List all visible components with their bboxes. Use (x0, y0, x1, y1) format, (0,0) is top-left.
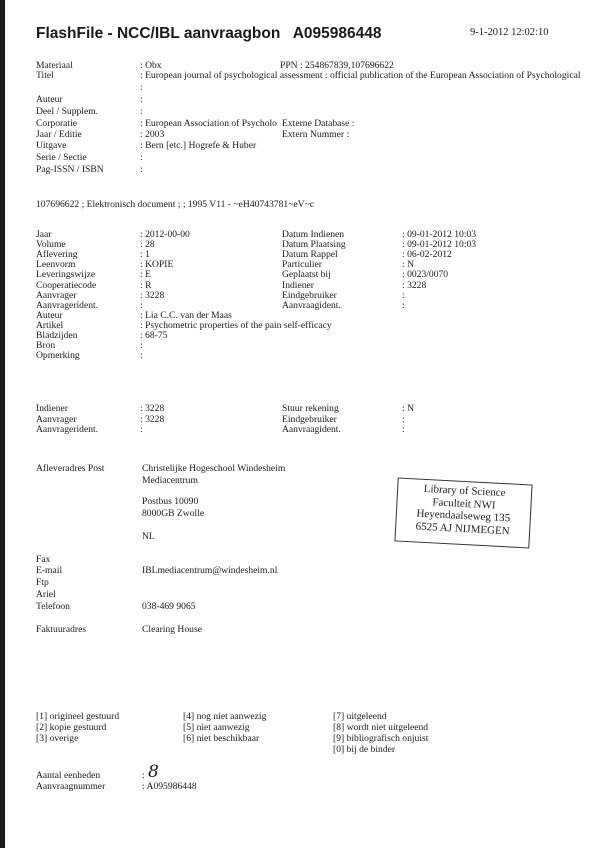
fax-label: Fax (36, 554, 51, 565)
request-right-label: Indiener (282, 279, 314, 291)
request-value: : 1 (140, 249, 150, 261)
billing-right-value: : (402, 413, 405, 425)
request-id: A095986448 (292, 25, 382, 42)
billing-value: : 3228 (140, 413, 165, 425)
request-right-value: : (402, 289, 405, 301)
ariel-label: Ariel (36, 589, 56, 600)
request-value: : Psychometric properties of the pain self-efficacy (140, 319, 332, 331)
request-right-value: : N (402, 259, 414, 271)
serie-value: : (140, 152, 143, 163)
pag-issn-value: : (140, 164, 143, 175)
afleveradres-label: Afleveradres Post (36, 463, 105, 474)
billing-right-label: Eindgebruiker (282, 413, 337, 425)
extern-nummer: Extern Nummer : (282, 129, 350, 140)
request-value: : 68-75 (140, 330, 168, 341)
request-label: Artikel (36, 319, 64, 331)
stamp-line4: 6525 AJ NIJMEGEN (415, 520, 511, 537)
legend-item: [0] bij de binder (333, 744, 396, 755)
billing-right-label: Aanvraagident. (282, 424, 341, 435)
library-stamp (394, 478, 532, 549)
request-label: Bladzijden (36, 330, 78, 341)
uitgave-label: Uitgave (36, 140, 67, 151)
stamp-line3: Heyendaalseweg 135 (416, 507, 511, 525)
request-label: Aanvragerident. (36, 299, 99, 311)
corporatie-label: Corporatie (36, 118, 78, 129)
externe-database: Externe Database : (282, 118, 355, 129)
delivery-country: NL (142, 531, 155, 542)
materiaal-label: Materiaal (36, 60, 73, 71)
billing-right-value: : N (402, 403, 414, 414)
titel-continuation: : (140, 82, 143, 93)
aanvraagnummer-value: : A095986448 (142, 781, 197, 792)
aantal-eenheden-colon: : (142, 770, 145, 781)
pag-issn-label: Pag-ISSN / ISBN (36, 164, 104, 175)
aantal-eenheden-label: Aantal eenheden (36, 770, 101, 781)
header-datetime: 9-1-2012 12:02:10 (470, 27, 549, 38)
stamp-line1: Library of Science (423, 482, 506, 500)
billing-right-value: : (402, 424, 405, 435)
billing-right-label: Stuur rekening (282, 403, 339, 414)
request-right-value: : 3228 (402, 279, 427, 291)
telefoon-label: Telefoon (36, 601, 70, 612)
legend-item: [5] niet aanwezig (183, 722, 250, 733)
request-label: Leenvorm (36, 259, 76, 271)
request-label: Jaar (36, 229, 52, 240)
uitgave-value: : Bern [etc.] Hogrefe & Huber (140, 140, 257, 151)
email-value: IBLmediacentrum@windesheim.nl (142, 565, 278, 576)
billing-value: : (140, 424, 143, 435)
billing-label: Aanvrager (36, 413, 77, 425)
legend-item: [8] wordt niet uitgeleend (333, 722, 429, 733)
request-label: Volume (36, 239, 66, 251)
request-right-value: : 09-01-2012 10:03 (402, 229, 477, 240)
request-value: : E (140, 269, 151, 281)
ppn-value: PPN : 254867839,107696622 (280, 60, 394, 71)
email-label: E-mail (36, 565, 63, 576)
faktuuradres-label: Faktuuradres (36, 624, 87, 635)
request-label: Leveringswijze (36, 269, 96, 281)
request-label: Cooperatiecode (36, 279, 97, 291)
legend-item: [3] overige (36, 733, 79, 744)
deel-label: Deel / Supplem. (36, 106, 99, 117)
request-right-value: : (402, 299, 405, 311)
corporatie-value: : European Association of Psycholo (140, 119, 277, 129)
ftp-label: Ftp (36, 577, 49, 588)
request-label: Aflevering (36, 249, 78, 261)
legend-item: [4] nog niet aanwezig (183, 711, 267, 722)
request-label: Aanvrager (36, 289, 77, 301)
elektronisch-line: 107696622 ; Elektronisch document ; ; 1995 V11 - ~eH40743781~eV~c (36, 199, 315, 210)
request-value: : KOPIE (140, 259, 174, 271)
request-right-label: Particulier (282, 259, 322, 271)
deel-value: : (140, 106, 143, 117)
legend-item: [6] niet beschikbaar (183, 733, 260, 744)
request-value: : 3228 (140, 289, 165, 301)
delivery-line4: 8000GB Zwolle (142, 508, 205, 519)
request-right-label: Geplaatst bij (282, 269, 331, 281)
materiaal-value: : Obx (140, 60, 162, 71)
billing-label: Aanvragerident. (36, 424, 99, 435)
title-text: FlashFile - NCC/IBL aanvraagbon (36, 25, 281, 42)
request-right-label: Datum Indienen (282, 229, 345, 240)
jaar-editie-label: Jaar / Editie (36, 129, 82, 140)
delivery-line1: Christelijke Hogeschool Windesheim (142, 463, 286, 474)
scan-left-edge (0, 0, 5, 848)
delivery-line3: Postbus 10090 (142, 496, 199, 507)
legend-item: [1] origineel gestuurd (36, 711, 120, 722)
aanvraagnummer-label: Aanvraagnummer (36, 781, 106, 792)
telefoon-value: 038-469 9065 (142, 601, 196, 612)
request-value: : (140, 299, 143, 311)
request-label: Auteur (36, 309, 63, 321)
request-right-value: : 09-01-2012 10:03 (402, 239, 477, 251)
request-right-value: : 0023/0070 (402, 269, 449, 281)
serie-label: Serie / Sectie (36, 152, 87, 163)
billing-label: Indiener (36, 403, 68, 414)
request-label: Opmerking (36, 350, 80, 362)
request-value: : R (140, 279, 152, 291)
request-label: Bron (36, 340, 56, 352)
request-value: : 28 (140, 239, 155, 251)
legend-item: [2] kopie gestuurd (36, 722, 107, 733)
legend-item: [9] bibliografisch onjuist (333, 733, 429, 744)
aantal-eenheden-handwritten: 8 (148, 762, 159, 782)
stamp-line2: Faculteit NWI (432, 495, 496, 512)
request-value: : 2012-00-00 (140, 229, 190, 240)
page-title (36, 26, 381, 42)
request-right-label: Eindgebruiker (282, 289, 337, 301)
titel-value: : European journal of psychological assessment : official publication of the European Association of Psychological (140, 71, 581, 81)
billing-value: : 3228 (140, 403, 165, 414)
request-right-value: : 06-02-2012 (402, 249, 452, 261)
request-value: : (140, 350, 143, 362)
delivery-line2: Mediacentrum (142, 475, 198, 486)
request-value: : Lia C.C. van der Maas (140, 309, 232, 321)
auteur-value: : (140, 94, 143, 105)
request-right-label: Aanvraagident. (282, 299, 341, 311)
faktuuradres-value: Clearing House (142, 624, 202, 635)
request-right-label: Datum Plaatsing (282, 239, 346, 251)
request-value: : (140, 340, 143, 352)
jaar-editie-value: : 2003 (140, 129, 165, 140)
request-right-label: Datum Rappel (282, 249, 338, 261)
legend-item: [7] uitgeleend (333, 711, 387, 722)
titel-label: Titel (36, 70, 54, 81)
auteur-label: Auteur (36, 94, 63, 105)
